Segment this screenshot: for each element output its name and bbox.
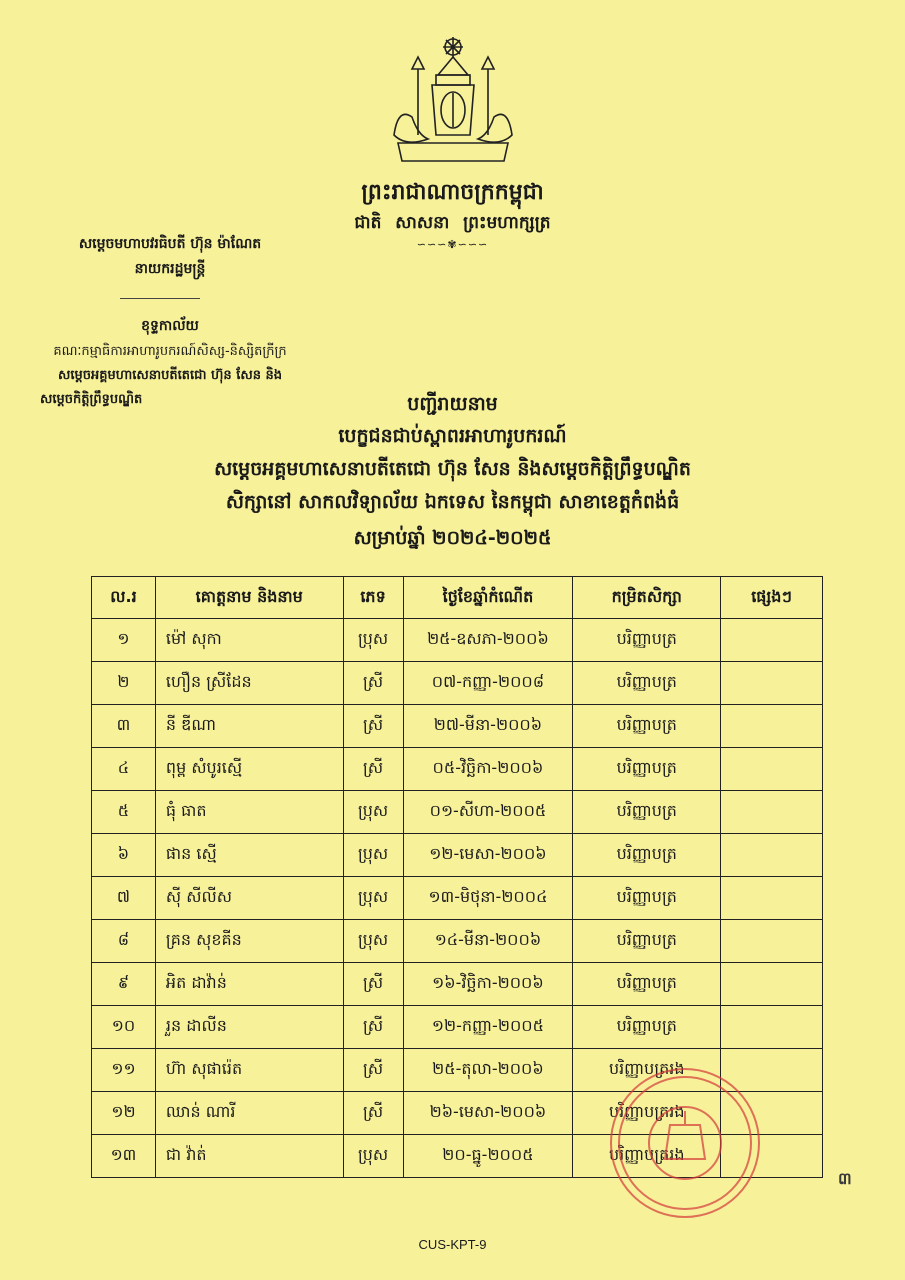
cell-dob: ១២-កញ្ញា-២០០៥ [403,1006,573,1049]
table-row [92,619,823,662]
cell-level: បរិញ្ញាបត្ររង [573,1049,721,1092]
cell-dob: ២០-ធ្នូ-២០០៥ [403,1135,573,1178]
cell-sex: ស្រី [343,662,403,705]
cell-level: បរិញ្ញាបត្រ [573,748,721,791]
cell-sex: ស្រី [343,963,403,1006]
cell-level: បរិញ្ញាបត្រ [573,705,721,748]
cell-level: បរិញ្ញាបត្រ [573,1006,721,1049]
cell-sex: ស្រី [343,1049,403,1092]
table-row [92,963,823,1006]
cell-other [721,748,823,791]
cell-other [721,705,823,748]
header-dob: ថ្ងៃខែឆ្នាំកំណើត [403,577,573,619]
table-row [92,1006,823,1049]
cell-other [721,662,823,705]
cell-level: បរិញ្ញាបត្រ [573,877,721,920]
cell-no: ៩ [92,963,156,1006]
doc-subtitle-1: បេក្ខជនជាប់ស្ពាពរអាហារូបករណ៍ [338,425,567,447]
cell-other [721,834,823,877]
cell-name: ហ៊ា សុផារ៉េត [155,1049,343,1092]
cell-level: បរិញ្ញាបត្រ [573,920,721,963]
cell-level: បរិញ្ញាបត្ររង [573,1135,721,1178]
header-no: ល.រ [92,577,156,619]
cell-no: ៨ [92,920,156,963]
table-row [92,748,823,791]
cell-sex: ប្រុស [343,877,403,920]
header-sex: ភេទ [343,577,403,619]
doc-subtitle-4: សម្រាប់ឆ្នាំ ២០២៤-២០២៥ [353,527,552,549]
table-row [92,920,823,963]
cell-other [721,1006,823,1049]
cell-level: បរិញ្ញាបត្រ [573,662,721,705]
cell-dob: ២៧-មីនា-២០០៦ [403,705,573,748]
cell-no: ១៣ [92,1135,156,1178]
cell-level: បរិញ្ញាបត្រ [573,834,721,877]
cell-sex: ប្រុស [343,1135,403,1178]
cell-no: ៦ [92,834,156,877]
cell-dob: ១២-មេសា-២០០៦ [403,834,573,877]
cell-dob: ១៦-វិច្ឆិកា-២០០៦ [403,963,573,1006]
cell-no: ១០ [92,1006,156,1049]
cell-sex: ប្រុស [343,834,403,877]
footer-code: CUS-KPT-9 [418,1237,487,1252]
royal-emblem-icon [388,35,518,167]
table-row [92,662,823,705]
cell-other [721,877,823,920]
cell-other [721,619,823,662]
cell-dob: ១៣-មិថុនា-២០០៤ [403,877,573,920]
cell-dob: ០១-សីហា-២០០៥ [403,791,573,834]
cell-sex: ស្រី [343,1006,403,1049]
cell-name: ធុំ ធាត [155,791,343,834]
cell-sex: ប្រុស [343,791,403,834]
doc-subtitle-3: សិក្សានៅ សាកលវិទ្យាល័យ ឯកទេស នៃកម្ពុជា សាខាខេត្តកំពង់ធំ [225,491,680,513]
cell-name: ជា វ៉ាត់ [155,1135,343,1178]
table-row [92,791,823,834]
cell-name: ឈាន់ ណារី [155,1092,343,1135]
cell-dob: ០៧-កញ្ញា-២០០៨ [403,662,573,705]
cell-dob: ០៥-វិច្ឆិកា-២០០៦ [403,748,573,791]
table-row [92,877,823,920]
cell-sex: ប្រុស [343,619,403,662]
cell-other [721,920,823,963]
cell-name: នី ឌីណា [155,705,343,748]
cell-name: ស៊ី សីលីស [155,877,343,920]
doc-title: បញ្ជីរាយនាម [407,393,498,415]
cell-dob: ២៦-មេសា-២០០៦ [403,1092,573,1135]
office-name: ខុទ្ទកាល័យ [141,318,199,334]
cell-no: ១២ [92,1092,156,1135]
cell-name: អិត ដាវ៉ាន់ [155,963,343,1006]
patron-line-2: សម្តេចកិត្តិព្រឹទ្ធបណ្ឌិត [40,392,143,407]
motto-ornament: ∽∽∽✾∽∽∽ [416,238,489,251]
cell-level: បរិញ្ញាបត្ររង [573,1092,721,1135]
header-name: គោត្តនាម និងនាម [155,577,343,619]
issuer-title: សម្តេចមហាបវរធិបតី ហ៊ុន ម៉ាណែត [78,236,262,252]
cell-no: ១១ [92,1049,156,1092]
committee-name: គណៈកម្មាធិការអាហារូបករណ៍សិស្ស-និស្សិតក្រីក្រ [53,344,287,359]
cell-dob: ២៥-ឧសភា-២០០៦ [403,619,573,662]
table-row [92,834,823,877]
national-motto: ជាតិ សាសនា ព្រះមហាក្សត្រ [354,213,551,233]
cell-dob: ១៤-មីនា-២០០៦ [403,920,573,963]
cell-sex: ស្រី [343,748,403,791]
cell-sex: ស្រី [343,1092,403,1135]
cell-name: ផាន ស្មើ [155,834,343,877]
page-marker: ៣ [838,1169,852,1188]
cell-level: បរិញ្ញាបត្រ [573,791,721,834]
patron-line-1: សម្តេចអគ្គមហាសេនាបតីតេជោ ហ៊ុន សែន និង [57,368,282,383]
cell-level: បរិញ្ញាបត្រ [573,963,721,1006]
cell-sex: ស្រី [343,705,403,748]
table-header-row [92,577,823,619]
cell-name: គ្រន សុខគីន [155,920,343,963]
cell-no: ២ [92,662,156,705]
doc-subtitle-2: សម្តេចអគ្គមហាសេនាបតីតេជោ ហ៊ុន សែន និងសម្តេចកិត្តិព្រឹទ្ធបណ្ឌិត [214,458,691,480]
issuer-position: នាយករដ្ឋមន្ត្រី [134,261,206,277]
cell-level: បរិញ្ញាបត្រ [573,619,721,662]
official-seal-icon [590,1055,770,1225]
cell-no: ៥ [92,791,156,834]
table-row [92,705,823,748]
kingdom-name: ព្រះរាជាណាចក្រកម្ពុជា [361,180,544,205]
header-level: កម្រិតសិក្សា [573,577,721,619]
cell-other [721,963,823,1006]
cell-no: ៣ [92,705,156,748]
cell-no: ៧ [92,877,156,920]
cell-other [721,791,823,834]
header-other: ផ្សេងៗ [721,577,823,619]
cell-name: ពុម្ព សំបូរស្មើ [155,748,343,791]
cell-dob: ២៥-តុលា-២០០៦ [403,1049,573,1092]
divider [120,298,200,299]
cell-no: ១ [92,619,156,662]
cell-sex: ប្រុស [343,920,403,963]
cell-name: រួន ដាលីន [155,1006,343,1049]
cell-no: ៤ [92,748,156,791]
cell-name: ហឿន ស្រីដែន [155,662,343,705]
cell-name: ម៉ៅ សុកា [155,619,343,662]
